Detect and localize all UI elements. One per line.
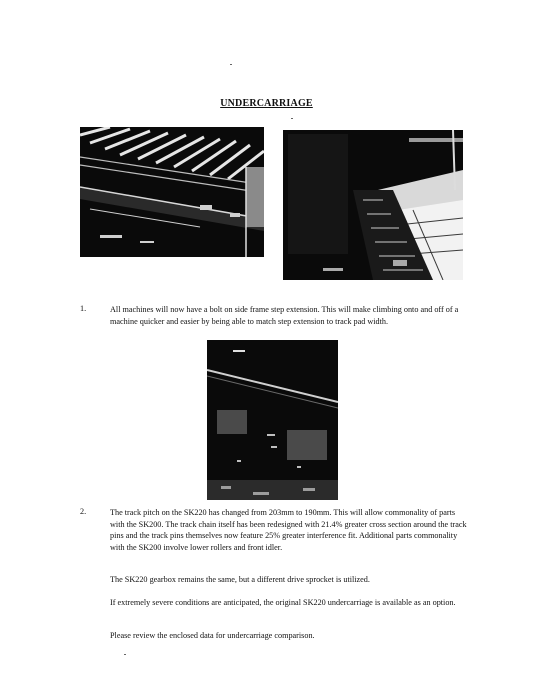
undercarriage-photo-side-frame: [283, 130, 463, 280]
item-number-1: 1.: [80, 304, 87, 313]
scan-speck: [291, 118, 293, 119]
undercarriage-photo-track-chain: [207, 340, 338, 500]
item-text-1: All machines will now have a bolt on side frame step extension. This will make climbing onto and off of a machine quicker and easier by being able to match step extension to track pad width.: [110, 305, 459, 326]
paragraph-review-data: Please review the enclosed data for undercarriage comparison.: [110, 631, 315, 640]
item-number-2: 2.: [80, 507, 87, 516]
undercarriage-photo-track-shoes: [80, 127, 264, 257]
item-text-2: The track pitch on the SK220 has changed from 203mm to 190mm. This will allow commonality of parts with the SK200. The track chain itself has been redesigned with 21.4% greater cross section around the track pins and the track pins themselves now feature 25% greater interference fit. Additional parts commonality with the SK200 involve lower rollers and front idler.: [110, 508, 467, 552]
scan-speck: [124, 654, 126, 655]
page-title: UNDERCARRIAGE: [220, 98, 313, 109]
paragraph-gearbox: The SK220 gearbox remains the same, but a different drive sprocket is utilized.: [110, 575, 370, 584]
scan-speck: [230, 64, 232, 65]
paragraph-severe-conditions: If extremely severe conditions are anticipated, the original SK220 undercarriage is available as an option.: [110, 598, 456, 607]
